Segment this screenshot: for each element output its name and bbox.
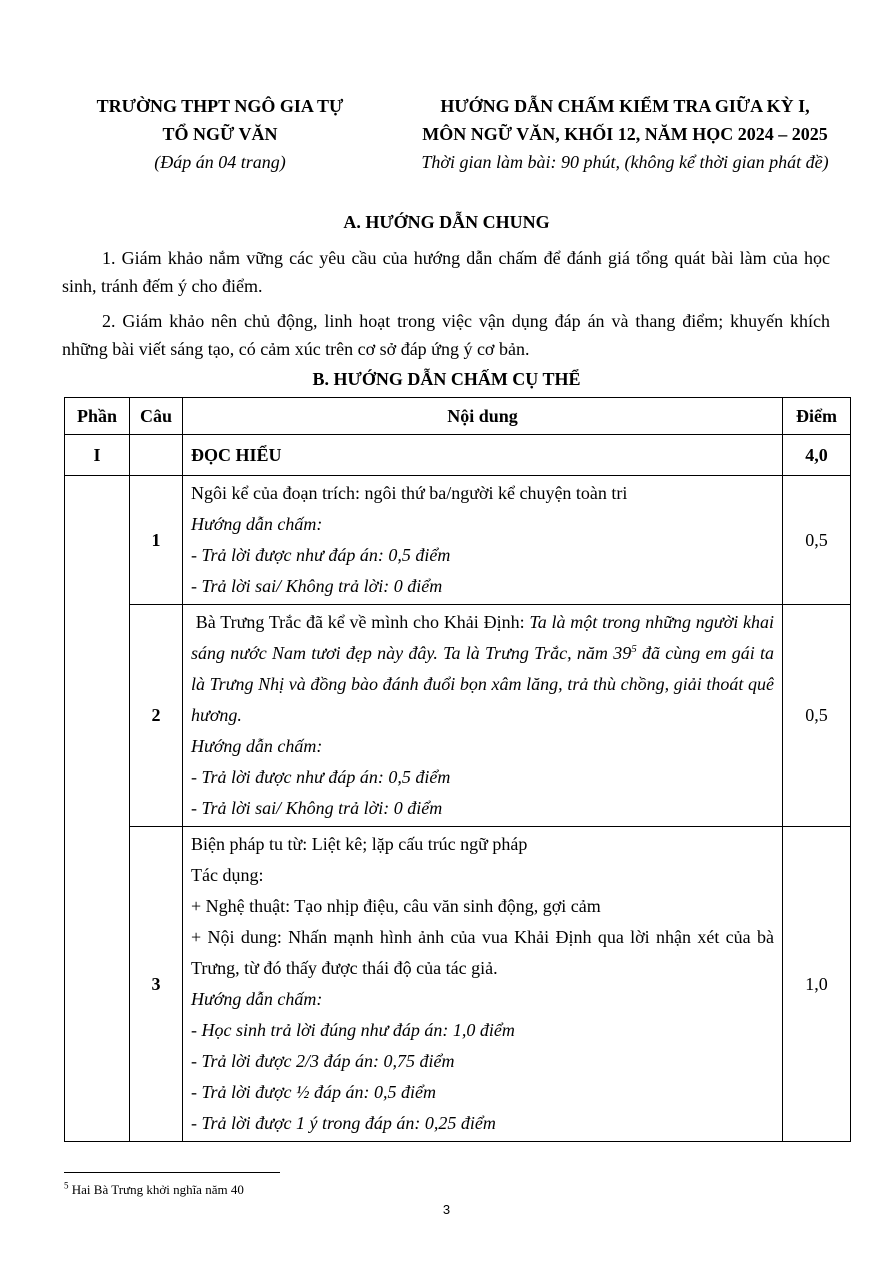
col-header-cau: Câu [130,398,183,435]
header-left [60,92,380,176]
part-cell-merged [65,476,130,1142]
q3-guide-full: - Học sinh trả lời đúng như đáp án: 1,0 điểm [191,1020,515,1040]
footnote-mark: 5 [64,1180,69,1191]
pages-note: (Đáp án 04 trang) [154,152,286,172]
q3-content [183,827,783,1142]
table-header-row [65,398,851,435]
q2-answer [191,607,774,731]
q2-guide-title: Hướng dẫn chấm: [191,736,323,756]
q1-answer: Ngôi kể của đoạn trích: ngôi thứ ba/người kể chuyện toàn tri [191,483,628,503]
q2-guide-full: - Trả lời được như đáp án: 0,5 điểm [191,767,451,787]
part-cau-empty [130,435,183,476]
q3-guide-half: - Trả lời được ½ đáp án: 0,5 điểm [191,1082,437,1102]
table-row-q3 [65,827,851,1142]
general-guideline-2: 2. Giám khảo nên chủ động, linh hoạt trong việc vận dụng đáp án và thang điểm; khuyến khích những bài viết sáng tạo, có cảm xúc trên cơ sở đáp ứng ý cơ bản. [62,311,830,359]
part-title: ĐỌC HIỂU [183,435,783,476]
q2-number: 2 [130,605,183,827]
department-name: TỔ NGỮ VĂN [162,124,278,144]
page-number: 3 [442,1202,451,1217]
q3-answer: Biện pháp tu từ: Liệt kê; lặp cấu trúc ngữ pháp [191,834,528,854]
footnote-text: Hai Bà Trưng khởi nghĩa năm 40 [68,1182,244,1197]
general-guideline-1: 1. Giám khảo nắm vững các yêu cầu của hướng dẫn chấm để đánh giá tổng quát bài làm của học sinh, tránh đếm ý cho điểm. [62,248,830,296]
grading-table [64,397,851,1142]
q2-content [183,605,783,827]
part-row [65,435,851,476]
doc-title-line2: MÔN NGỮ VĂN, KHỐI 12, NĂM HỌC 2024 – 2025 [422,124,828,144]
time-note: Thời gian làm bài: 90 phút, (không kể thời gian phát đề) [421,152,829,172]
q2-quote-a: Ta là một trong những người khai sáng nước Nam tươi đẹp này đây. Ta là Trưng Trắc, năm 39 [191,612,775,663]
part-label: I [65,435,130,476]
q1-number: 1 [130,476,183,605]
footnote-divider [64,1172,280,1173]
section-b-heading: B. HƯỚNG DẪN CHẤM CỤ THỂ [312,369,581,389]
school-name: TRƯỜNG THPT NGÔ GIA TỰ [96,96,344,116]
q2-quote-b: đã cùng em gái ta là Trưng Nhị và đồng bào đánh đuổi bọn xâm lăng, trả thù chồng, giải thoát quê hương. [191,643,774,725]
table-row-q1 [65,476,851,605]
q3-score: 1,0 [783,827,851,1142]
q1-guide-title: Hướng dẫn chấm: [191,514,323,534]
q2-score: 0,5 [783,605,851,827]
col-header-phan: Phần [65,398,130,435]
q2-answer-intro: Bà Trưng Trắc đã kể về mình cho Khải Định: [195,612,530,632]
q2-guide-none: - Trả lời sai/ Không trả lời: 0 điểm [191,798,443,818]
q3-number: 3 [130,827,183,1142]
table-row-q2 [65,605,851,827]
q3-guide-title: Hướng dẫn chấm: [191,989,323,1009]
col-header-noi-dung: Nội dung [183,398,783,435]
q3-effect-art: + Nghệ thuật: Tạo nhịp điệu, câu văn sinh động, gợi cảm [191,896,601,916]
q3-guide-two-thirds: - Trả lời được 2/3 đáp án: 0,75 điểm [191,1051,455,1071]
col-header-diem: Điểm [783,398,851,435]
q1-score: 0,5 [783,476,851,605]
q3-guide-one: - Trả lời được 1 ý trong đáp án: 0,25 điểm [191,1113,496,1133]
q3-effect-title: Tác dụng: [191,865,264,885]
doc-title-line1: HƯỚNG DẪN CHẤM KIỂM TRA GIỮA KỲ I, [440,96,810,116]
footnote [64,1182,244,1198]
q1-guide-none: - Trả lời sai/ Không trả lời: 0 điểm [191,576,443,596]
q1-content [183,476,783,605]
part-score: 4,0 [783,435,851,476]
q1-guide-full: - Trả lời được như đáp án: 0,5 điểm [191,545,451,565]
header-right [380,92,870,176]
section-a-heading: A. HƯỚNG DẪN CHUNG [343,212,550,232]
q2-footnote-mark: 5 [631,643,637,655]
q3-effect-content: + Nội dung: Nhấn mạnh hình ảnh của vua Khải Định qua lời nhận xét của bà Trưng, từ đó thấy được thái độ của tác giả. [191,927,774,978]
